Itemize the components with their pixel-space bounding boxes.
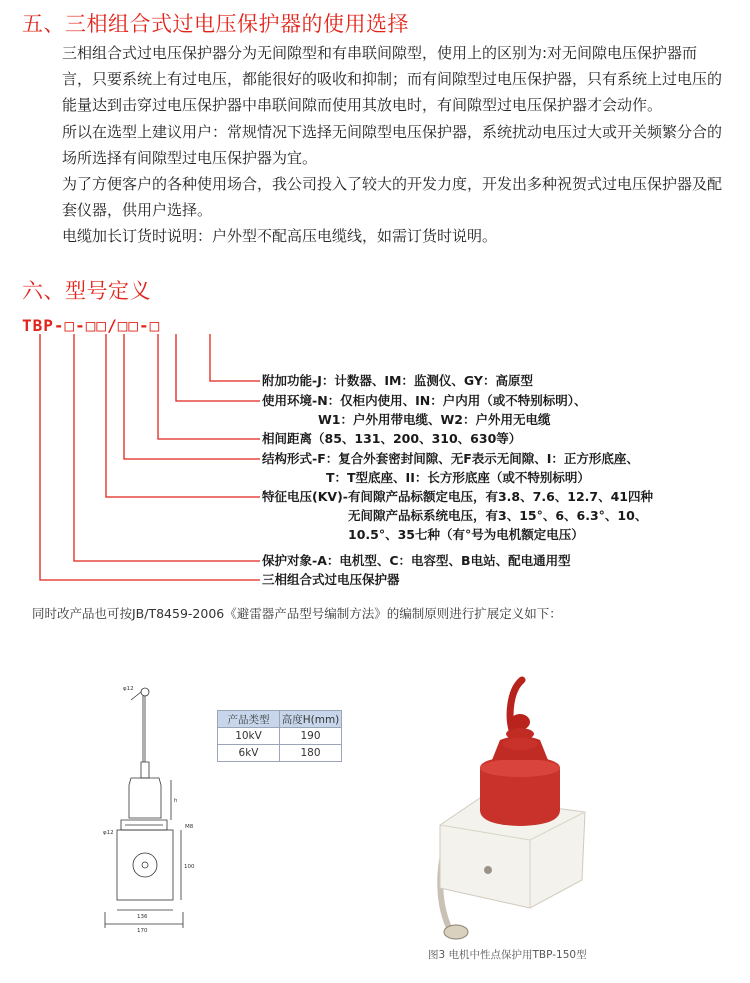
drawing-label-h: h xyxy=(174,798,178,804)
definition-protection-object: 保护对象-A：电机型、C：电容型、B电站、配电通用型 xyxy=(262,553,571,568)
model-code: TBP-□-□□/□□-□ xyxy=(22,316,161,335)
spec-header: 产品类型 xyxy=(218,711,280,728)
definition-voltage-cont2: 10.5°、35七种（有°号为电机额定电压） xyxy=(348,527,584,542)
definition-voltage-cont1: 无间隙产品标系统电压，有3、15°、6、6.3°、10、 xyxy=(348,508,648,523)
definition-environment-cont: W1：户外用带电缆、W2：户外用无电缆 xyxy=(318,412,551,427)
extension-note: 同时改产品也可按JB/T8459-2006《避雷器产品型号编制方法》的编制原则进行扩展定义如下： xyxy=(32,606,562,621)
photo-caption: 图3 电机中性点保护用TBP-150型 xyxy=(428,949,587,961)
drawing-label-136: 136 xyxy=(137,914,148,920)
definition-voltage: 特征电压(KV)-有间隙产品标额定电压，有3.8、7.6、12.7、41四种 xyxy=(262,489,653,504)
drawing-label-phi12-side: φ12 xyxy=(103,830,114,836)
definition-additional-function: 附加功能-J：计数器、IM：监测仪、GY：高原型 xyxy=(262,373,533,388)
section-5-title: 五、三相组合式过电压保护器的使用选择 xyxy=(22,12,409,36)
definition-structure-cont: T：T型底座、II：长方形底座（或不特别标明） xyxy=(326,470,590,485)
drawing-label-100: 100 xyxy=(184,864,195,870)
spec-table xyxy=(217,710,342,762)
product-photo xyxy=(410,660,610,945)
spec-cell: 10kV xyxy=(218,728,280,745)
definition-phase-distance: 相间距离（85、131、200、310、630等） xyxy=(262,431,522,446)
section-6-title: 六、型号定义 xyxy=(22,279,151,303)
paragraph: 所以在选型上建议用户：常规情况下选择无间隙型电压保护器，系统扰动电压过大或开关频繁分合的场所选择有间隙型过电压保护器为宜。 xyxy=(62,122,723,167)
drawing-label-170: 170 xyxy=(137,928,148,934)
spec-cell: 6kV xyxy=(218,745,280,762)
drawing-label-m8: M8 xyxy=(185,824,194,830)
spec-header: 高度H(mm) xyxy=(280,711,342,728)
paragraph: 三相组合式过电压保护器分为无间隙型和有串联间隙型，使用上的区别为:对无间隙电压保护器而言，只要系统上有过电压，都能很好的吸收和抑制；而有间隙型过电压保护器，只有系统上过电压的能量达到击穿过电压保护器中串联间隙而使用其放电时，有间隙型过电压保护器才会动作。 xyxy=(62,44,723,115)
paragraph: 电缆加长订货时说明：户外型不配高压电缆线，如需订货时说明。 xyxy=(62,227,498,246)
definition-product-name: 三相组合式过电压保护器 xyxy=(262,572,400,587)
dimension-drawing xyxy=(95,680,205,940)
spec-cell: 190 xyxy=(280,728,342,745)
section-5-body xyxy=(62,40,722,250)
spec-cell: 180 xyxy=(280,745,342,762)
definition-structure: 结构形式-F：复合外套密封间隙、无F表示无间隙、I：正方形底座、 xyxy=(262,451,639,466)
definition-environment: 使用环境-N：仅柜内使用、IN：户内用（或不特别标明）、 xyxy=(262,393,587,408)
drawing-label-phi12-top: φ12 xyxy=(123,686,134,692)
paragraph: 为了方便客户的各种使用场合，我公司投入了较大的开发力度，开发出多种祝贺式过电压保护器及配套仪器，供用户选择。 xyxy=(62,175,723,220)
